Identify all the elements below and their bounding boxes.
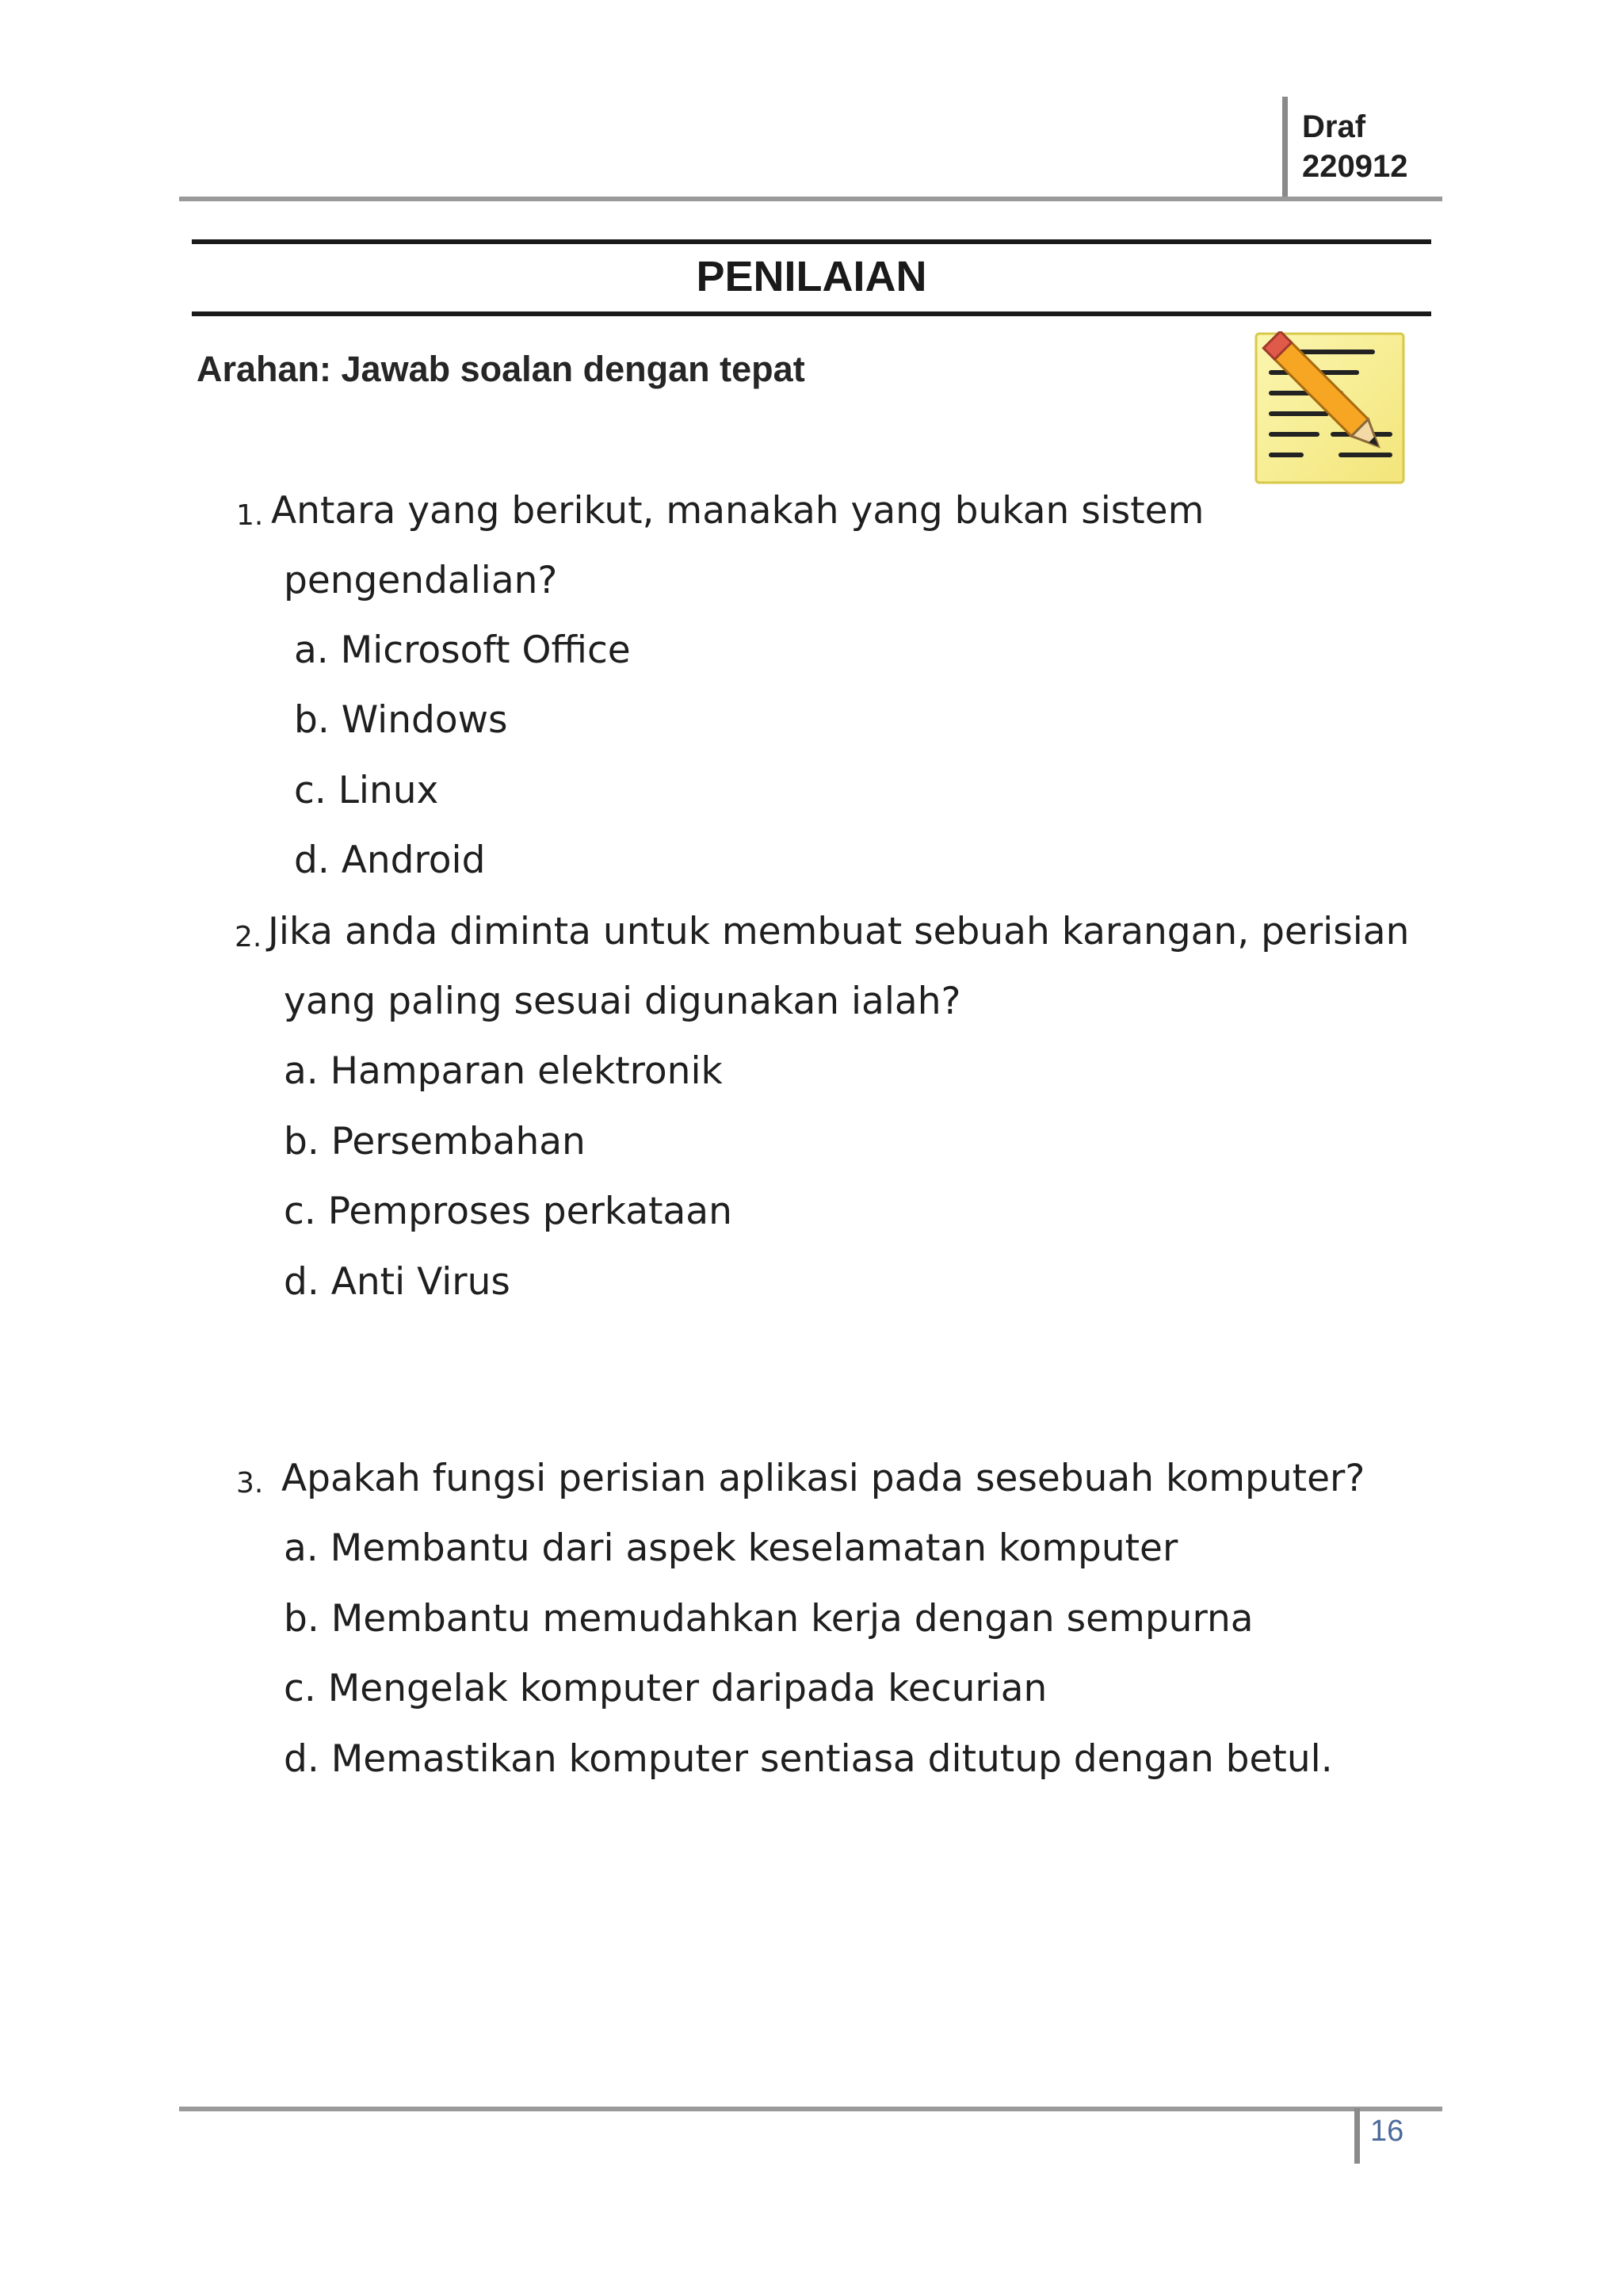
question-1-option-a: a. Microsoft Office — [294, 628, 631, 672]
question-3-number: 3. — [236, 1467, 264, 1499]
question-3-option-b: b. Membantu memudahkan kerja dengan sempurna — [284, 1597, 1254, 1641]
title-rule-top — [192, 239, 1431, 244]
question-2-text: Jika anda diminta untuk membuat sebuah karangan, perisian — [268, 910, 1410, 953]
question-1-option-b: b. Windows — [294, 698, 508, 742]
question-2-number: 2. — [235, 921, 262, 953]
question-1-text: Antara yang berikut, manakah yang bukan sistem — [271, 489, 1205, 533]
question-2-option-c: c. Pemproses perkataan — [284, 1190, 732, 1233]
header-divider — [179, 197, 1442, 201]
question-2-option-b: b. Persembahan — [284, 1120, 586, 1163]
footer-divider — [179, 2107, 1442, 2111]
question-1-text-cont: pengendalian? — [284, 559, 558, 602]
question-3-option-c: c. Mengelak komputer daripada kecurian — [284, 1667, 1048, 1710]
question-1-option-d: d. Android — [294, 839, 486, 882]
question-2-option-d: d. Anti Virus — [284, 1260, 510, 1304]
page-number: 16 — [1370, 2115, 1404, 2148]
question-1-number: 1. — [236, 499, 264, 532]
footer-divider-vertical — [1354, 2108, 1360, 2164]
question-3-option-a: a. Membantu dari aspek keselamatan komputer — [284, 1526, 1178, 1570]
notepad-pencil-icon — [1254, 331, 1407, 487]
title-rule-bottom — [192, 311, 1431, 316]
instruction-text: Arahan: Jawab soalan dengan tepat — [197, 349, 805, 389]
page-title: PENILAIAN — [696, 253, 927, 300]
question-1-option-c: c. Linux — [294, 769, 439, 812]
draft-label: Draf — [1302, 109, 1366, 144]
draft-code: 220912 — [1302, 149, 1408, 184]
header-divider-vertical — [1282, 97, 1288, 200]
question-3-text: Apakah fungsi perisian aplikasi pada sesebuah komputer? — [281, 1457, 1365, 1500]
question-2-text-cont: yang paling sesuai digunakan ialah? — [284, 980, 961, 1023]
question-2-option-a: a. Hamparan elektronik — [284, 1049, 723, 1093]
question-3-option-d: d. Memastikan komputer sentiasa ditutup dengan betul. — [284, 1737, 1333, 1781]
